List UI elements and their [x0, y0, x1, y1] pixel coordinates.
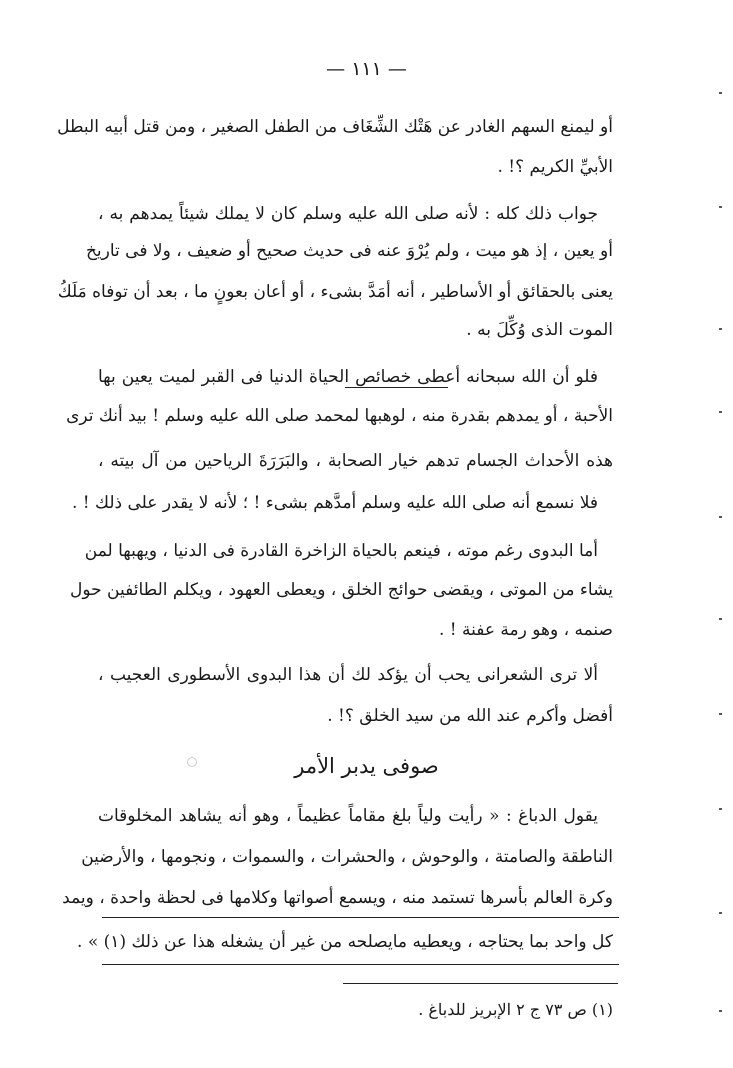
underline	[102, 917, 619, 918]
text-line: يشاء من الموتى ، ويقضى حوائج الخلق ، ويعطى العهود ، ويكلم الطائفين حول	[70, 580, 613, 600]
underline	[102, 964, 619, 965]
text-line: أفضل وأكرم عند الله من سيد الخلق ؟! .	[327, 706, 613, 726]
text-line: هذه الأحداث الجسام تدهم خيار الصحابة ، والبَرَرَةَ الرياحين من آل بيته ،	[98, 451, 613, 471]
text-line: الأبيِّ الكريم ؟! .	[497, 157, 613, 177]
text-line: صنمه ، وهو رمة عفنة ! .	[438, 620, 613, 640]
text-line: يقول الدباغ : « رأيت ولياً بلغ مقاماً عظيماً ، وهو أنه يشاهد المخلوقات	[98, 806, 598, 826]
text-line: كل واحد بما يحتاجه ، ويعطيه مايصلحه من غير أن يشغله هذا عن ذلك (١) » .	[77, 932, 613, 952]
text-line: الموت الذى وُكِّلَ به .	[466, 320, 613, 340]
text-line: أو يعين ، إذ هو ميت ، ولم يُرْوَ عنه فى حديث صحيح أو ضعيف ، ولا فى تاريخ	[85, 241, 613, 261]
margin-mark	[719, 808, 722, 810]
underline	[345, 387, 448, 388]
text-line: فلا نسمع أنه صلى الله عليه وسلم أمدَّهم بشىء ! ؛ لأنه لا يقدر على ذلك ! .	[71, 493, 598, 513]
text-line: وكرة العالم بأسرها تستمد منه ، ويسمع أصواتها وكلامها فى لحظة واحدة ، ويمد	[62, 888, 613, 908]
section-heading: صوفى يدبر الأمر	[294, 754, 439, 778]
margin-mark	[719, 206, 722, 208]
text-line: أو ليمنع السهم الغادر عن هَتْك الشِّغَاف من الطفل الصغير ، ومن قتل أبيه البطل	[57, 117, 613, 137]
text-line: فلو أن الله سبحانه أعطى خصائص الحياة الدنيا فى القبر لميت يعين بها	[98, 367, 598, 387]
margin-mark	[719, 516, 722, 518]
margin-mark	[719, 618, 722, 620]
text-line: جواب ذلك كله : لأنه صلى الله عليه وسلم كان لا يملك شيئاً يمدهم به ،	[98, 204, 598, 224]
text-line: ألا ترى الشعرانى يحب أن يؤكد لك أن هذا البدوى الأسطورى العجيب ،	[98, 665, 598, 685]
footnote-separator	[343, 983, 618, 984]
page-smudge	[187, 757, 197, 767]
page-number: — ١١١ —	[326, 58, 407, 80]
margin-mark	[719, 328, 722, 330]
text-line: أما البدوى رغم موته ، فينعم بالحياة الزاخرة القادرة فى الدنيا ، ويهبها لمن	[84, 541, 598, 561]
margin-mark	[719, 912, 722, 914]
margin-mark	[719, 713, 722, 715]
margin-mark	[719, 411, 722, 413]
margin-mark	[719, 92, 722, 94]
text-line: الأحبة ، أو يمدهم بقدرة منه ، لوهبها لمحمد صلى الله عليه وسلم ! بيد أنك ترى	[66, 406, 613, 426]
text-line: يعنى بالحقائق أو الأساطير ، أنه أمَدَّ بشىء ، أو أعان بعونٍ ما ، بعد أن توفاه مَلَكُ	[57, 282, 613, 302]
footnote: (١) ص ٧٣ ج ٢ الإبريز للدباغ .	[418, 1000, 613, 1019]
margin-mark	[719, 1010, 722, 1012]
text-line: الناطقة والصامتة ، والوحوش ، والحشرات ، والسموات ، ونجومها ، والأرضين	[81, 847, 613, 867]
